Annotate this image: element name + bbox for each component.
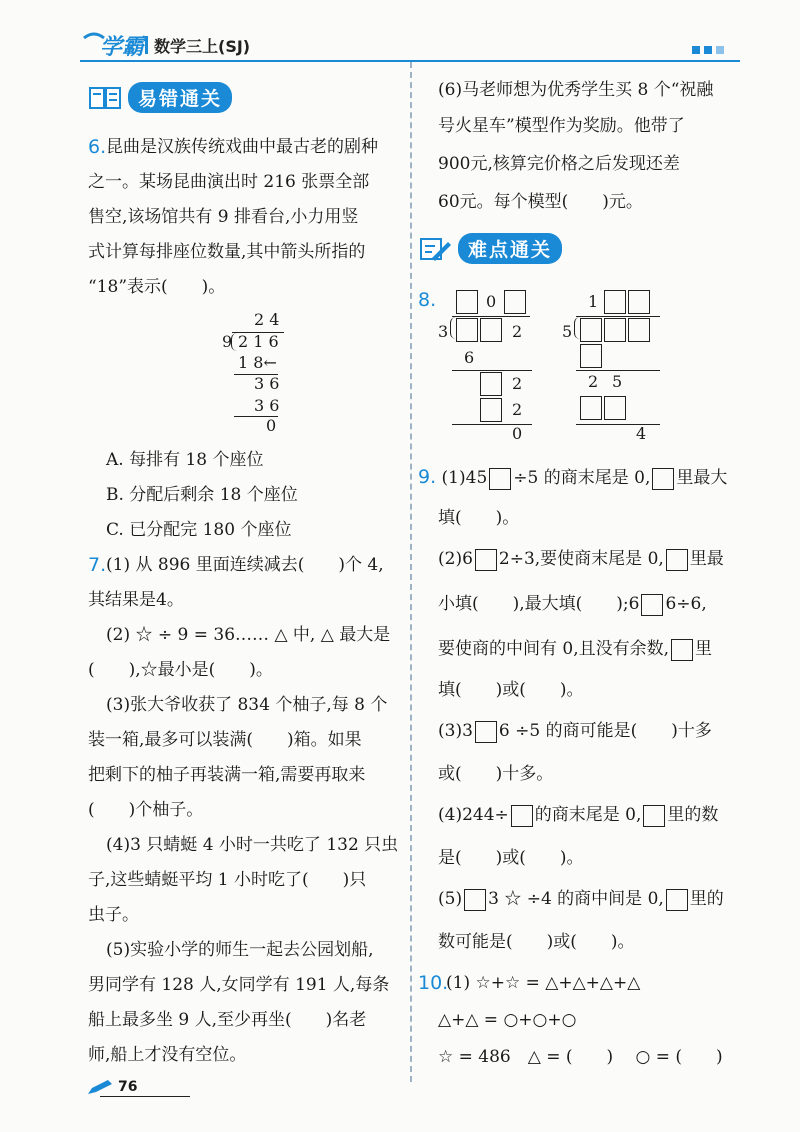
option: C. 已分配完 180 个座位 xyxy=(106,520,292,540)
blank-box[interactable] xyxy=(666,549,688,571)
blank-box[interactable] xyxy=(628,290,650,314)
section-title: 易错通关 xyxy=(128,82,232,113)
header-square-icon xyxy=(692,46,700,54)
blank-box[interactable] xyxy=(511,805,533,827)
blank-box[interactable] xyxy=(604,318,626,342)
q10-line: △+△ = ○+○+○ xyxy=(438,1010,577,1030)
option: B. 分配后剩余 18 个座位 xyxy=(106,485,298,505)
question-number: 6. xyxy=(88,136,107,158)
q9-line: 或( )十多。 xyxy=(438,764,554,784)
header-divider xyxy=(145,36,148,54)
q9-line: 填( )。 xyxy=(438,508,520,528)
blank-box[interactable] xyxy=(504,290,526,314)
question-number: 7. xyxy=(88,554,107,576)
question-number: 8. xyxy=(418,289,437,311)
long-division-q8-right: 1 5 2 5 4 xyxy=(560,288,680,448)
blank-box[interactable] xyxy=(643,805,665,827)
question-number: 10. xyxy=(418,972,449,994)
blank-box[interactable] xyxy=(652,468,674,490)
q7-line: (2) ☆ ÷ 9 = 36…… △ 中, △ 最大是 xyxy=(106,625,391,645)
section-banner-difficult xyxy=(418,233,562,264)
q7-line: (1) 从 896 里面连续减去( )个 4, xyxy=(106,555,384,575)
footer-rule xyxy=(100,1096,190,1097)
q9-line: (3)3 6 ÷5 的商可能是( )十多 xyxy=(438,721,712,741)
blank-box[interactable] xyxy=(456,318,478,342)
q7-6-line: 60元。每个模型( )元。 xyxy=(438,192,643,212)
pencil-note-icon xyxy=(418,236,452,262)
q7-line: ( )个柚子。 xyxy=(88,800,204,820)
q6-line: 售空,该场馆共有 9 排看台,小力用竖 xyxy=(88,207,359,227)
division-step: 3 6 xyxy=(254,396,280,415)
q9-line: (2)6 2÷3,要使商末尾是 0, 里最 xyxy=(438,549,724,569)
section-title: 难点通关 xyxy=(458,233,562,264)
q7-line: 师,船上才没有空位。 xyxy=(88,1045,247,1065)
q9-line: 填( )或( )。 xyxy=(438,680,584,700)
q9-line: 数可能是( )或( )。 xyxy=(438,932,635,952)
blank-box[interactable] xyxy=(641,594,663,616)
q7-6-line: 号火星车”模型作为奖励。他带了 xyxy=(438,116,685,136)
book-icon xyxy=(88,85,122,111)
pencil-icon xyxy=(86,1078,114,1096)
q7-line: 把剩下的柚子再装满一箱,需要再取来 xyxy=(88,765,366,785)
q7-line: 装一箱,最多可以装满( )箱。如果 xyxy=(88,730,362,750)
blank-box[interactable] xyxy=(580,396,602,420)
q9-line: (5) 3 ☆ ÷4 的商中间是 0, 里的 xyxy=(438,889,724,909)
divisor: 9 xyxy=(222,332,233,351)
blank-box[interactable] xyxy=(456,290,478,314)
blank-box[interactable] xyxy=(628,318,650,342)
header-square-icon xyxy=(716,46,724,54)
division-step: 3 6 xyxy=(254,374,280,393)
q7-line: (3)张大爷收获了 834 个柚子,每 8 个 xyxy=(106,695,388,715)
long-division-q6 xyxy=(220,308,290,438)
q7-6-line: 900元,核算完价格之后发现还差 xyxy=(438,154,680,174)
q10-line: ☆ = 486 △ = ( ) ○ = ( ) xyxy=(438,1047,723,1067)
blank-box[interactable] xyxy=(489,468,511,490)
q7-6-line: (6)马老师想为优秀学生买 8 个“祝融 xyxy=(438,80,714,100)
q7-line: 船上最多坐 9 人,至少再坐( )名老 xyxy=(88,1010,367,1030)
book-title: 数学三上(SJ) xyxy=(154,37,251,56)
dividend: 2 1 6 xyxy=(238,332,279,351)
division-step: 0 xyxy=(266,416,277,435)
blank-box[interactable] xyxy=(666,889,688,911)
q9-line: 是( )或( )。 xyxy=(438,848,584,868)
blank-box[interactable] xyxy=(604,290,626,314)
q6-line: 式计算每排座位数量,其中箭头所指的 xyxy=(88,242,366,262)
q6-line: “18”表示( )。 xyxy=(88,277,226,297)
blank-box[interactable] xyxy=(480,318,502,342)
blank-box[interactable] xyxy=(580,318,602,342)
blank-box[interactable] xyxy=(480,398,502,422)
q6-line: 之一。某场昆曲演出时 216 张票全部 xyxy=(88,172,370,192)
q7-line: 男同学有 128 人,女同学有 191 人,每条 xyxy=(88,975,390,995)
blank-box[interactable] xyxy=(464,889,486,911)
section-banner-easy-error xyxy=(88,82,232,113)
q9-line: (4)244÷ 的商末尾是 0, 里的数 xyxy=(438,805,719,825)
blank-box[interactable] xyxy=(475,549,497,571)
q9-line: 小填( ),最大填( );6 6÷6, xyxy=(438,594,707,614)
q9-line: 9. (1)45 ÷5 的商末尾是 0, 里最大 xyxy=(418,466,728,488)
blank-box[interactable] xyxy=(580,344,602,368)
page-number: 76 xyxy=(118,1079,138,1095)
blank-box[interactable] xyxy=(604,396,626,420)
header-square-icon xyxy=(704,46,712,54)
q10-line: (1) ☆+☆ = △+△+△+△ xyxy=(446,973,641,993)
q7-line: ( ),☆最小是( )。 xyxy=(88,660,273,680)
q7-line: (5)实验小学的师生一起去公园划船, xyxy=(106,940,374,960)
q7-line: 其结果是4。 xyxy=(88,590,184,610)
q7-line: (4)3 只蜻蜓 4 小时一共吃了 132 只虫 xyxy=(106,835,399,855)
blank-box[interactable] xyxy=(475,721,497,743)
q9-line: 要使商的中间有 0,且没有余数, 里 xyxy=(438,639,713,659)
q7-line: 虫子。 xyxy=(88,905,139,925)
option: A. 每排有 18 个座位 xyxy=(106,450,264,470)
blank-box[interactable] xyxy=(480,372,502,396)
division-step: 1 8← xyxy=(238,353,277,372)
column-divider xyxy=(410,62,412,1082)
quotient: 2 4 xyxy=(254,310,280,329)
q6-line: 昆曲是汉族传统戏曲中最古老的剧种 xyxy=(106,137,378,157)
long-division-q8-left: 0 3 2 6 2 2 0 xyxy=(430,288,550,448)
q7-line: 子,这些蜻蜓平均 1 小时吃了( )只 xyxy=(88,870,367,890)
blank-box[interactable] xyxy=(671,639,693,661)
brand-logo: 学霸 xyxy=(100,35,145,60)
